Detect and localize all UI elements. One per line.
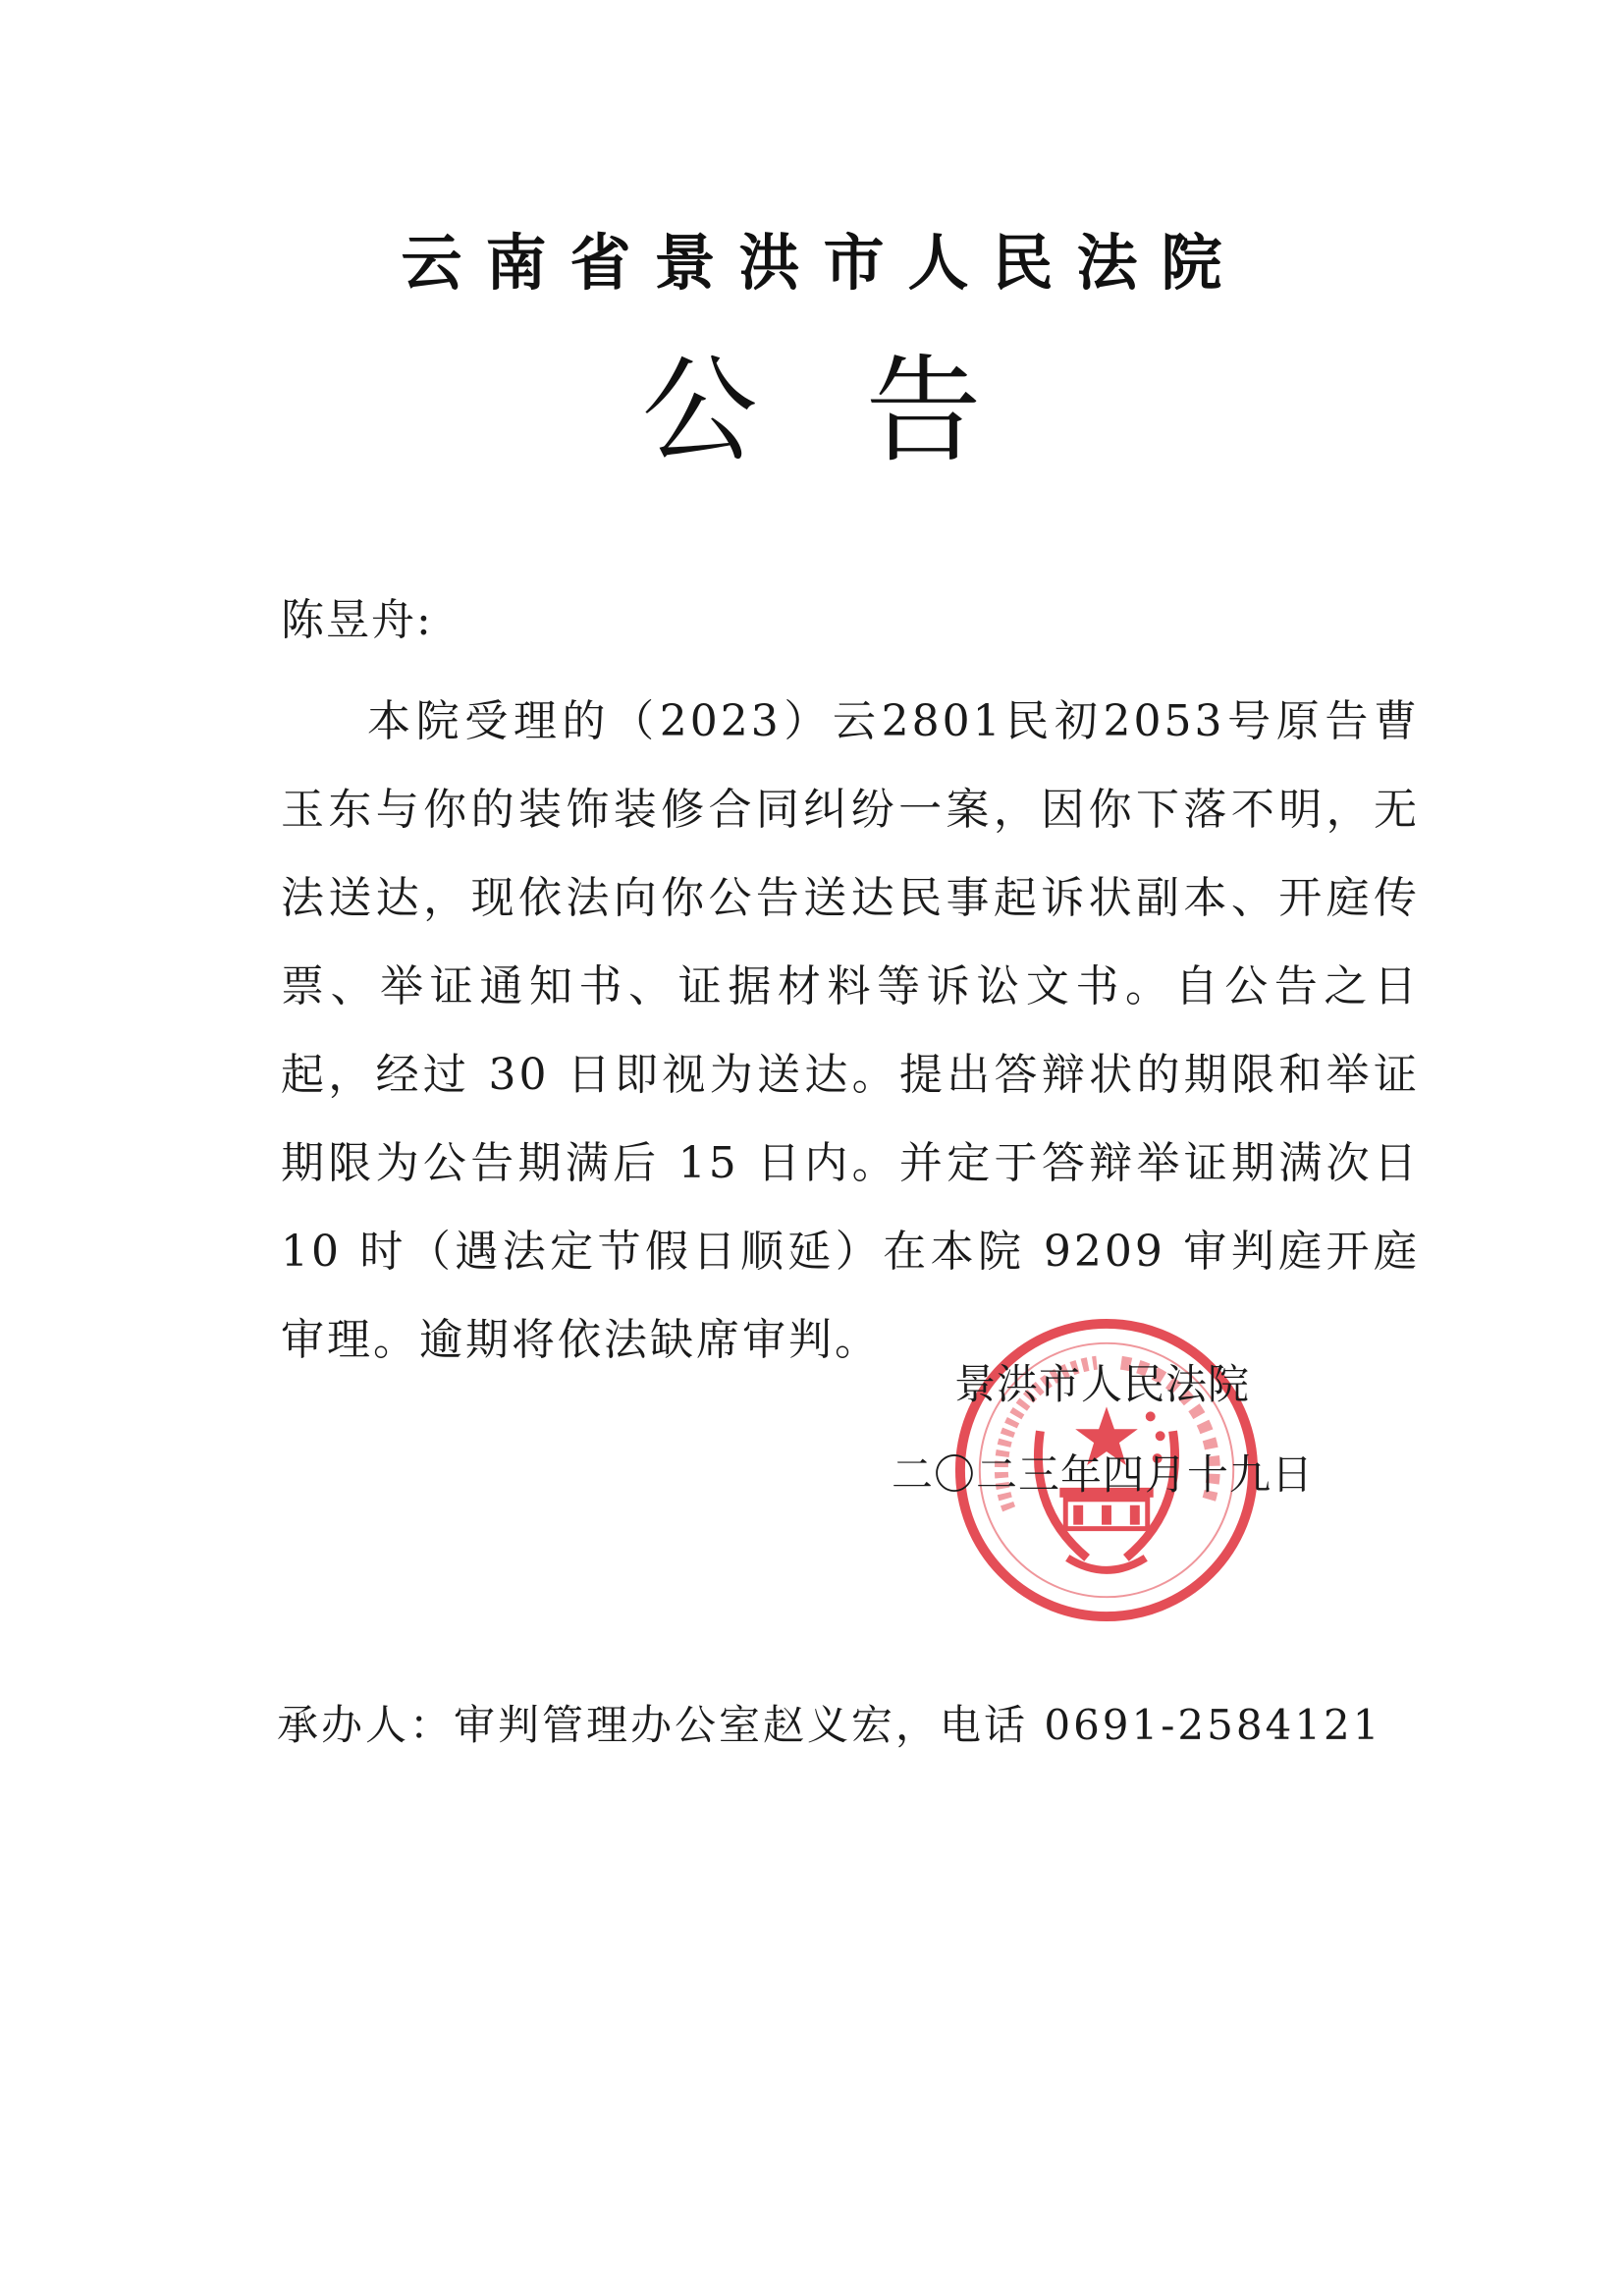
addressee: 陈昱舟: <box>281 595 433 645</box>
document-type-heading: 公告 <box>641 343 1090 478</box>
signature-court: 景洪市人民法院 <box>954 1360 1251 1408</box>
notice-body: 本院受理的（2023）云2801民初2053号原告曹玉东与你的装饰装修合同纠纷一案，因你下落不明，无法送达，现依法向你公告送达民事起诉状副本、开庭传票、举证通知书、证据材料等诉讼文书。自公告之日起，经过 30 日即视为送达。提出答辩状的期限和举证期限为公告期满后 15 日内。并定于答辩举证期满次日 10 时（遇法定节假日顺延）在本院 9209 审判庭开庭审理。逾期将依法缺席审判。 <box>281 696 1420 1365</box>
court-title: 云南省景洪市人民法院 <box>401 227 1246 299</box>
signature-date: 二〇二三年四月十九日 <box>892 1450 1315 1499</box>
handler-contact: 承办人：审判管理办公室赵义宏，电话 0691-2584121 <box>277 1701 1382 1749</box>
